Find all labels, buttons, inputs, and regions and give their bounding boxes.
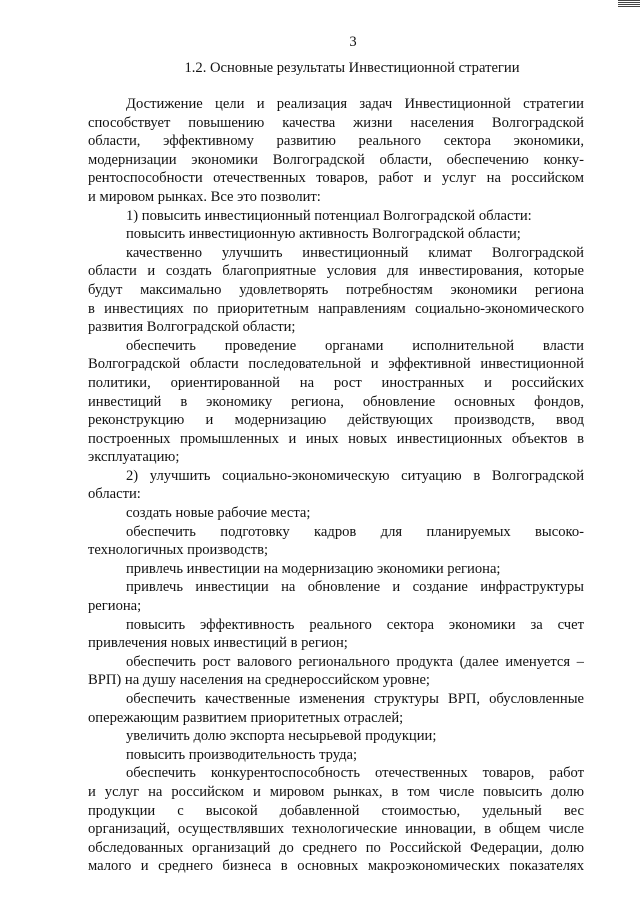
paragraph	[88, 578, 584, 615]
text-line: повысить производительность труда;	[126, 746, 358, 763]
text-line: области и создать благоприятные условия для инвестирования, которые	[88, 263, 584, 280]
paragraph	[88, 727, 584, 746]
paragraph	[88, 95, 584, 207]
text-line: привлечения новых инвестиций в регион;	[88, 635, 348, 652]
paragraph	[88, 225, 584, 244]
text-line: технологичных производств;	[88, 542, 269, 559]
text-line: опережающим развитием приоритетных отраслей;	[88, 709, 404, 726]
text-line: увеличить долю экспорта несырьевой продукции;	[126, 728, 437, 745]
text-line: привлечь инвестиции на модернизацию экономики региона;	[126, 560, 501, 577]
text-line: 2) улучшить социально-экономическую ситуацию в Волгоградской	[126, 467, 584, 484]
paragraph	[88, 244, 584, 337]
text-line: обеспечить качественные изменения структуры ВРП, обусловленные	[126, 691, 584, 707]
text-line: повысить инвестиционную активность Волгоградской области;	[126, 226, 521, 243]
text-line: и мировом рынках. Все это позволит:	[88, 188, 321, 205]
text-line: организаций, осуществлявших технологические инновации, в общем числе	[88, 821, 584, 838]
body-text	[88, 95, 584, 876]
text-line: качественно улучшить инвестиционный климат Волгоградской	[126, 244, 584, 261]
text-line: эксплуатацию;	[88, 449, 180, 466]
text-line: продукции с высокой добавленной стоимостью, удельный вес	[88, 802, 584, 819]
scan-corner-mark	[618, 0, 640, 9]
paragraph	[88, 690, 584, 727]
page-number: 3	[349, 34, 357, 50]
paragraph	[88, 523, 584, 560]
text-line: региона;	[88, 598, 142, 615]
text-line: построенных промышленных и иных новых инвестиционных объектов в	[88, 430, 584, 447]
paragraph	[88, 337, 584, 467]
paragraph	[88, 207, 584, 226]
text-line: 1) повысить инвестиционный потенциал Волгоградской области:	[126, 207, 532, 224]
text-line: политики, ориентированной на рост иностранных и российских	[88, 374, 584, 391]
text-line: ВРП) на душу населения на среднероссийском уровне;	[88, 672, 430, 689]
text-line: малого и среднего бизнеса в основных макроэкономических показателях	[88, 858, 584, 875]
text-line: Волгоградской области последовательной и эффективной инвестиционной	[88, 356, 584, 373]
text-line: Достижение цели и реализация задач Инвестиционной стратегии	[126, 96, 584, 112]
text-line: рентоспособности отечественных товаров, работ и услуг на российском	[88, 170, 584, 187]
text-line: обеспечить конкурентоспособность отечественных товаров, работ	[126, 765, 584, 782]
text-line: области:	[88, 486, 141, 503]
paragraph	[88, 764, 584, 876]
text-line: повысить эффективность реального сектора экономики за счет	[126, 616, 584, 633]
paragraph	[88, 467, 584, 504]
text-line: будут максимально удовлетворять потребностям экономики региона	[88, 281, 584, 298]
section-title: 1.2. Основные результаты Инвестиционной стратегии	[184, 60, 520, 76]
paragraph	[88, 616, 584, 653]
paragraph	[88, 653, 584, 690]
text-line: области, эффективному развитию реального сектора экономики,	[88, 133, 584, 150]
paragraph	[88, 560, 584, 579]
text-line: и услуг на российском и мировом рынках, в том числе повысить долю	[88, 783, 584, 800]
text-line: привлечь инвестиции на обновление и создание инфраструктуры	[126, 579, 584, 596]
text-line: способствует повышению качества жизни населения Волгоградской	[88, 114, 584, 131]
text-line: в инвестициях по приоритетным направлениям социально-экономического	[88, 300, 584, 317]
text-line: создать новые рабочие места;	[126, 505, 311, 522]
text-line: обеспечить рост валового регионального продукта (далее именуется –	[126, 653, 584, 670]
text-line: обеспечить подготовку кадров для планируемых высоко-	[126, 523, 584, 540]
text-line: обеспечить проведение органами исполнительной власти	[126, 337, 584, 354]
text-line: реконструкцию и модернизацию действующих производств, ввод	[88, 412, 584, 429]
paragraph	[88, 504, 584, 523]
text-line: инвестиций в экономику региона, обновление основных фондов,	[88, 393, 584, 410]
text-line: развития Волгоградской области;	[88, 319, 296, 336]
text-line: обследованных организаций до среднего по Российской Федерации, долю	[88, 839, 584, 856]
paragraph	[88, 746, 584, 765]
text-line: модернизации экономики Волгоградской области, обеспечению конку-	[88, 151, 584, 168]
